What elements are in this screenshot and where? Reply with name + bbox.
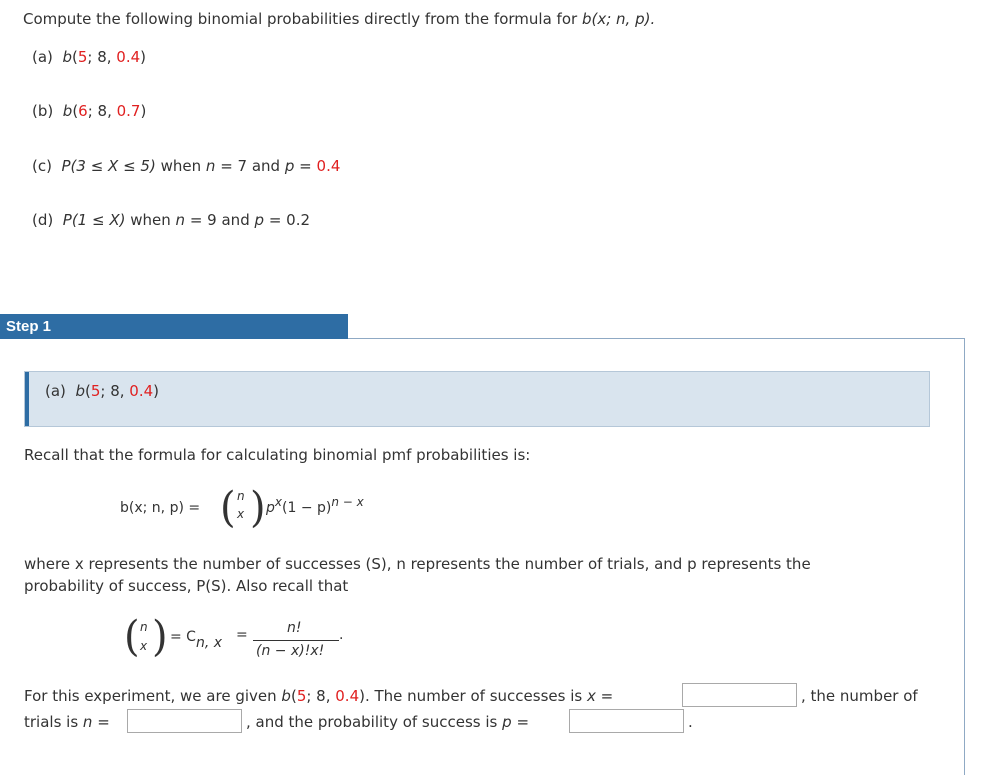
step-border-right (964, 338, 965, 775)
step-border-top (348, 338, 965, 339)
successes-x-input[interactable] (682, 683, 797, 707)
step-part-label: (a) b(5; 8, 0.4) (45, 382, 160, 400)
problem-part-a: (a) b(5; 8, 0.4) (32, 48, 147, 66)
recall-text: Recall that the formula for calculating binomial pmf probabilities is: (24, 446, 531, 464)
part-box-accent-bar (25, 372, 29, 426)
where-line-1: where x represents the number of successes (S), n represents the number of trials, and p represents the (24, 555, 811, 573)
trials-n-input[interactable] (127, 709, 242, 733)
formula-lhs: b(x; n, p) = (120, 500, 201, 516)
comb-equals: = (236, 627, 248, 643)
binom-right-paren: ) (250, 483, 266, 533)
problem-part-c: (c) P(3 ≤ X ≤ 5) when n = 7 and p = 0.4 (32, 157, 341, 175)
binom-left-paren: ( (220, 483, 236, 533)
comb-period: . (339, 627, 344, 643)
problem-part-d: (d) P(1 ≤ X) when n = 9 and p = 0.2 (32, 211, 311, 229)
comb-right-paren: ) (152, 612, 168, 662)
step-part-box (24, 371, 930, 427)
experiment-line-1: For this experiment, we are given b(5; 8, 0.4). The number of successes is x = (24, 687, 614, 705)
problem-part-b: (b) b(6; 8, 0.7) (32, 102, 147, 120)
where-line-2: probability of success, P(S). Also recall that (24, 577, 349, 595)
formula-rhs: px(1 − p)n − x (266, 495, 364, 516)
binom-bottom: x (237, 507, 245, 521)
comb-binom-bottom: x (140, 639, 148, 653)
after-n-text: , and the probability of success is p = (246, 713, 530, 731)
comb-left-paren: ( (124, 612, 140, 662)
comb-fraction-line (253, 640, 339, 641)
binom-top: n (237, 489, 245, 503)
probability-p-input[interactable] (569, 709, 684, 733)
after-p-text: . (688, 713, 693, 731)
experiment-line-2: trials is n = (24, 713, 110, 731)
comb-c-term: = Cn, x (170, 629, 223, 651)
comb-numerator: n! (287, 620, 302, 636)
step-header: Step 1 (0, 314, 348, 339)
problem-intro: Compute the following binomial probabilities directly from the formula for b(x; n, p). (23, 10, 656, 28)
comb-binom-top: n (140, 620, 148, 634)
after-x-text: , the number of (801, 687, 918, 705)
comb-denominator: (n − x)!x! (256, 643, 325, 659)
